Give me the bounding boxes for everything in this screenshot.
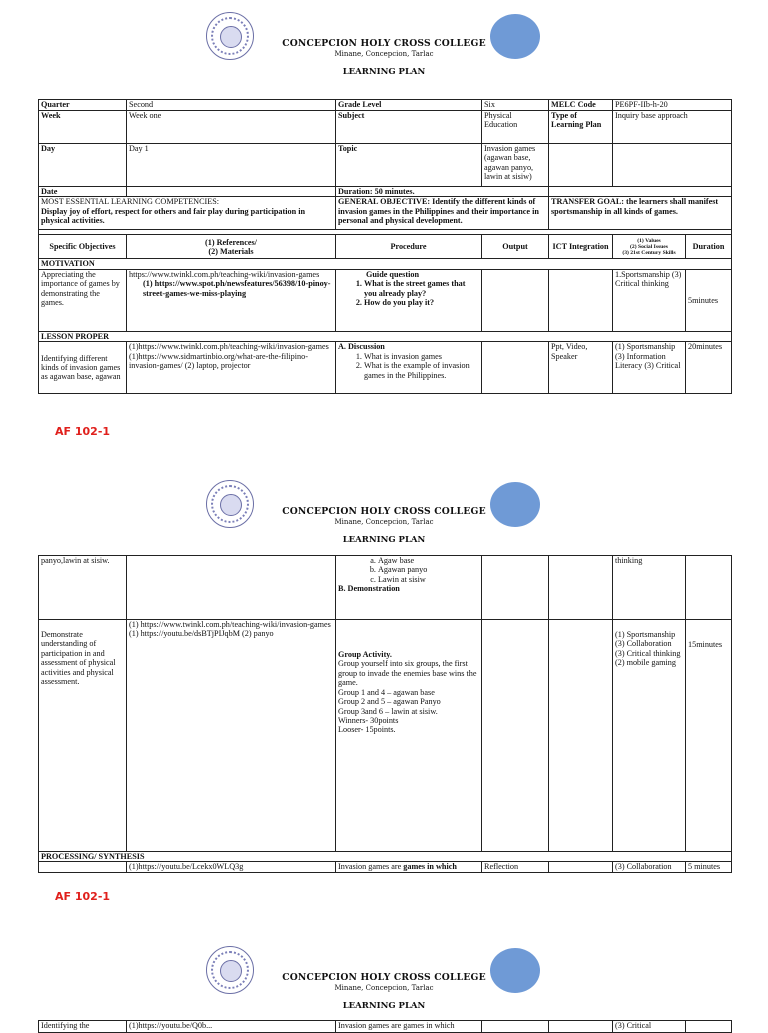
processing-values: (3) Collaboration [613,862,686,873]
page-header [0,934,768,1011]
processing-text-bold: games in which [403,862,457,872]
col-skills-label: (3) 21st Century Skills [622,249,676,256]
page3-procedure: Invasion games are games in which [336,1021,482,1033]
discussion-q2: 2. What is the example of invasion games in the Philippines. [364,361,479,380]
demonstration-references: (1) https://www.twinkl.com.ph/teaching-wiki/invasion-games (1) https://youtu.be/dsBTjPIJqbM (2) panyo [127,620,336,852]
losers-points: Looser- 15points. [338,725,396,735]
doc-title: LEARNING PLAN [342,535,426,545]
col-objectives: Specific Objectives [39,235,127,259]
game-a: a. Agaw base [378,556,479,565]
col-duration: Duration [686,235,732,259]
topic-value: Invasion games (agawan base, agawan panyo, lawin at sisiw) [482,144,549,187]
motivation-procedure [336,269,482,331]
melc-label: MELC Code [549,100,613,111]
col-references-label: (1) References/ [205,237,257,247]
group-1: Group 1 and 4 – agawan base [338,687,435,697]
discussion-heading: A. Discussion [338,342,385,352]
learning-plan-table-page3 [38,1020,732,1033]
lesson-ict: Ppt, Video, Speaker [549,342,613,394]
lesson-proper-heading: LESSON PROPER [39,331,732,341]
col-values [613,235,686,259]
college-name: CONCEPCION HOLY CROSS COLLEGE [282,972,486,983]
motivation-references [127,269,336,331]
general-objective: GENERAL OBJECTIVE: Identify the different kinds of invasion games in the Philippines and their importance in personal and physical development. [336,197,549,230]
type-label: Type of Learning Plan [549,111,613,144]
transfer-goal: TRANSFER GOAL: the learners shall manifest sportsmanship in all kinds of games. [549,197,732,230]
processing-duration: 5 minutes [686,862,732,873]
processing-text: Invasion games are [338,862,404,872]
processing-output: Reflection [482,862,549,873]
motivation-objective: Appreciating the importance of games by demonstrating the games. [39,269,127,331]
demonstration-values: (1) Sportsmanship (3) Collaboration (3) Critical thinking (2) mobile gaming [613,620,686,852]
guide-question-heading: Guide question [366,269,420,279]
lesson-duration: 20minutes [686,342,732,394]
doc-title: LEARNING PLAN [342,67,426,77]
col-references [127,235,336,259]
guide-question-2: 2. How do you play it? [364,298,479,307]
motivation-values: 1.Sportsmanship (3) Critical thinking [613,269,686,331]
college-address: Minane, Concepcion, Tarlac [334,50,434,58]
motivation-ref-2: (1) https://www.spot.ph/newsfeatures/56398/10-pinoy-street-games-we-miss-playing [143,279,331,298]
page3-values: (3) Critical [613,1021,686,1033]
demonstration-heading: B. Demonstration [338,584,400,594]
day-label: Day [39,144,127,187]
date-label: Date [39,187,127,197]
subject-value: Physical Education [482,111,549,144]
group-2: Group 2 and 5 – agawan Panyo [338,697,441,707]
day-value: Day 1 [127,144,336,187]
col-values-label: (1) Values [637,237,661,244]
demonstration-duration: 15minutes [686,620,732,852]
game-c: c. Lawin at sisiw [378,575,479,584]
mec-text: Display joy of effort, respect for others and fair play during participation in physical activities. [41,206,306,226]
melc-value: PE6PF-IIb-h-20 [613,100,732,111]
group-activity-heading: Group Activity. [338,650,392,659]
doc-title: LEARNING PLAN [342,1001,426,1011]
learning-plan-table-continued [38,555,732,873]
col-materials-label: (2) Materials [208,246,254,256]
subject-label: Subject [336,111,482,144]
continued-objective: panyo,lawin at sisiw. [39,556,127,620]
processing-procedure [336,862,482,873]
duration-label: Duration: 50 minutes. [336,187,549,197]
lesson-references: (1)https://www.twinkl.com.ph/teaching-wiki/invasion-games (1)https://www.sidmartinbio.org/what-are-the-filipino-invasion-games/ (2) laptop, projector [127,342,336,394]
group-3: Group 3and 6 – lawin at sisiw. [338,706,438,716]
game-b: b. Agawan panyo [378,565,479,574]
discussion-q1: 1. What is invasion games [364,352,479,361]
col-procedure: Procedure [336,235,482,259]
continued-values: thinking [613,556,686,620]
lesson-objective: Identifying different kinds of invasion games as agawan base, agawan [39,342,127,394]
col-social-label: (2) Social Issues [630,243,668,250]
grade-value: Six [482,100,549,111]
col-ict: ICT Integration [549,235,613,259]
page3-references: (1)https://youtu.be/Q0b... [127,1021,336,1033]
quarter-value: Second [127,100,336,111]
processing-references: (1)https://youtu.be/Lcekx0WLQ3g [127,862,336,873]
motivation-ref-1: https://www.twinkl.com.ph/teaching-wiki/invasion-games [129,269,320,279]
form-code: AF 102-1 [55,425,111,438]
processing-heading: PROCESSING/ SYNTHESIS [39,852,732,862]
group-activity-text: Group yourself into six groups, the first group to invade the enemies base wins the game. [338,659,477,688]
college-name: CONCEPCION HOLY CROSS COLLEGE [282,38,486,49]
college-address: Minane, Concepcion, Tarlac [334,984,434,992]
continued-procedure [336,556,482,620]
mec-cell [39,197,336,230]
demonstration-procedure [336,620,482,852]
quarter-label: Quarter [39,100,127,111]
week-value: Week one [127,111,336,144]
form-code: AF 102-1 [55,890,111,903]
guide-question-1: 1. What is the street games that you already play? [364,279,479,298]
motivation-heading: MOTIVATION [39,259,732,269]
demonstration-objective: Demonstrate understanding of participation in and assessment of physical activities and physical assessment. [39,620,127,852]
col-output: Output [482,235,549,259]
college-seal-icon [206,946,254,994]
grade-label: Grade Level [336,100,482,111]
page-header [0,468,768,545]
week-label: Week [39,111,127,144]
page3-objective: Identifying the [39,1021,127,1033]
lesson-values: (1) Sportsmanship (3) Information Literacy (3) Critical [613,342,686,394]
college-address: Minane, Concepcion, Tarlac [334,518,434,526]
lesson-procedure [336,342,482,394]
college-seal-icon [206,12,254,60]
motivation-duration: 5minutes [686,269,732,331]
page-header [0,0,768,77]
mec-heading: MOST ESSENTIAL LEARNING COMPETENCIES: [41,197,220,207]
type-value: Inquiry base approach [613,111,732,144]
college-seal-icon [206,480,254,528]
topic-label: Topic [336,144,482,187]
college-name: CONCEPCION HOLY CROSS COLLEGE [282,506,486,517]
winners-points: Winners- 30points [338,715,399,725]
learning-plan-table [38,99,732,394]
